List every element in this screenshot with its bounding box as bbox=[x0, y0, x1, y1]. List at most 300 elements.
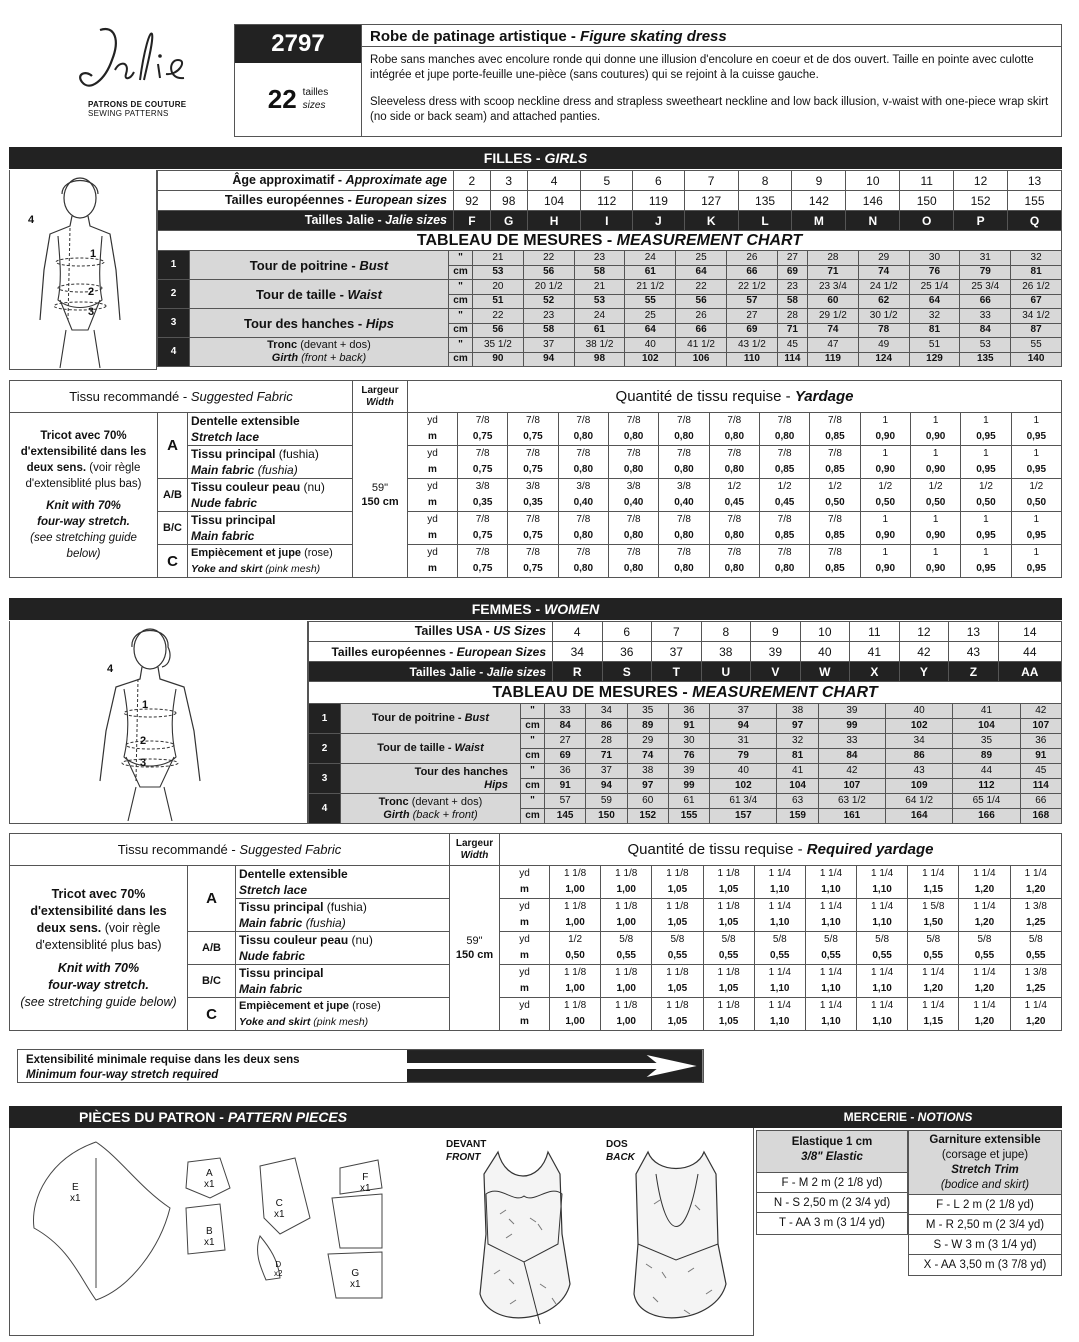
yardage-yd: 7/8 bbox=[759, 446, 809, 463]
measure-in: 35 bbox=[627, 704, 668, 719]
yardage-yd: 7/8 bbox=[709, 512, 759, 529]
measure-cm: 97 bbox=[627, 779, 668, 794]
yardage-yd: 7/8 bbox=[810, 545, 860, 562]
fabric-description: Tricot avec 70% d'extensibilité dans les deux sens. (voir règle d'extensiblité plus bas) Knit with 70% four-way stretch. (see stretching guide below) bbox=[10, 413, 158, 578]
yardage-yd: 1 1/4 bbox=[959, 866, 1010, 883]
women-us: 13 bbox=[949, 622, 999, 642]
women-us: 7 bbox=[652, 622, 702, 642]
women-us: 4 bbox=[553, 622, 603, 642]
unit-yd: yd bbox=[408, 413, 458, 430]
measure-in: 45 bbox=[777, 338, 807, 353]
women-measurement-table bbox=[308, 703, 1062, 824]
girls-age: 10 bbox=[846, 171, 900, 191]
measure-in: 59 bbox=[586, 794, 627, 809]
yardage-m: 0,80 bbox=[558, 462, 608, 479]
unit-m: m bbox=[500, 981, 550, 998]
girls-eu: 150 bbox=[900, 191, 954, 211]
measure-in: 20 bbox=[473, 280, 524, 295]
yardage-yd: 7/8 bbox=[709, 413, 759, 430]
yardage-yd: 1 bbox=[910, 446, 960, 463]
women-bar bbox=[9, 598, 1062, 620]
yardage-yd: 5/8 bbox=[805, 932, 856, 949]
fabric-name-en: Yoke and skirt (pink mesh) bbox=[188, 561, 353, 578]
fabric-name-en: Main fabric (fushia) bbox=[188, 462, 353, 479]
yardage-yd: 5/8 bbox=[601, 932, 652, 949]
measure-cm: 64 bbox=[625, 323, 676, 338]
measure-cm: 58 bbox=[777, 294, 807, 309]
yardage-yd: 5/8 bbox=[754, 932, 805, 949]
fabric-head: Tissu recommandé - Suggested Fabric bbox=[10, 381, 353, 413]
yardage-yd: 1 bbox=[1011, 413, 1061, 430]
yardage-yd: 1 1/8 bbox=[652, 998, 703, 1015]
yardage-m: 0,85 bbox=[810, 528, 860, 545]
description-fr: Robe sans manches avec encolure ronde qui donne une illusion d'encolure en coeur et de dos ouvert. Taille en pointe avec culotte intégrée et jupe porte-feuille une-pièce (sans coutures) qui se rejoint à la cuisse gauche. bbox=[370, 54, 1034, 81]
unit-m: m bbox=[408, 561, 458, 578]
measure-in: 23 bbox=[777, 280, 807, 295]
measure-cm: 86 bbox=[586, 719, 627, 734]
fabric-name-en: Main fabric bbox=[188, 528, 353, 545]
measure-cm: 52 bbox=[523, 294, 574, 309]
measure-cm: 164 bbox=[886, 809, 953, 824]
girls-eu: 112 bbox=[581, 191, 633, 211]
measure-number: 4 bbox=[158, 338, 190, 367]
measure-cm: 76 bbox=[668, 749, 709, 764]
yardage-yd: 1/2 bbox=[910, 479, 960, 496]
measure-number: 3 bbox=[309, 764, 341, 794]
measure-number: 1 bbox=[309, 704, 341, 734]
measure-in: 27 bbox=[777, 251, 807, 266]
yardage-m: 1,25 bbox=[1010, 915, 1061, 932]
measure-cm: 98 bbox=[574, 352, 625, 367]
fabric-code: A bbox=[158, 413, 188, 479]
yardage-m: 1,10 bbox=[754, 882, 805, 899]
yardage-yd: 1 1/8 bbox=[601, 866, 652, 883]
yardage-yd: 7/8 bbox=[709, 446, 759, 463]
yardage-m: 1,10 bbox=[754, 915, 805, 932]
yardage-yd: 7/8 bbox=[810, 512, 860, 529]
yardage-m: 1,20 bbox=[959, 1014, 1010, 1031]
women-jalie: X bbox=[850, 662, 900, 682]
women-figure-box bbox=[9, 621, 308, 824]
girls-eu: 92 bbox=[454, 191, 491, 211]
girls-eu: 135 bbox=[738, 191, 792, 211]
measure-cm: 74 bbox=[808, 323, 859, 338]
yardage-yd: 1 1/4 bbox=[754, 866, 805, 883]
yardage-m: 0,45 bbox=[709, 495, 759, 512]
measure-cm: 104 bbox=[953, 719, 1020, 734]
unit-cm: cm bbox=[449, 294, 473, 309]
women-jalie: U bbox=[701, 662, 751, 682]
yardage-yd: 1 1/4 bbox=[857, 866, 908, 883]
girls-figure-illustration bbox=[10, 170, 156, 368]
stretch-guide bbox=[17, 1049, 704, 1083]
fabric-head: Tissu recommandé - Suggested Fabric bbox=[10, 834, 450, 866]
unit-in: " bbox=[449, 309, 473, 324]
measure-cm: 102 bbox=[625, 352, 676, 367]
pieces-bar-fr: PIÈCES DU PATRON - bbox=[79, 1109, 228, 1125]
yardage-m: 1,00 bbox=[601, 882, 652, 899]
measure-in: 30 bbox=[668, 734, 709, 749]
measure-in: 28 bbox=[777, 309, 807, 324]
yardage-m: 0,50 bbox=[961, 495, 1011, 512]
yardage-m: 1,20 bbox=[959, 981, 1010, 998]
yardage-m: 0,75 bbox=[458, 429, 508, 446]
elastic-row: T - AA 3 m (3 1/4 yd) bbox=[779, 1217, 885, 1229]
yardage-m: 0,55 bbox=[908, 948, 959, 965]
measure-label: Tour de taille - Waist bbox=[341, 734, 521, 764]
measure-cm: 135 bbox=[960, 352, 1011, 367]
yardage-m: 1,10 bbox=[857, 882, 908, 899]
yardage-m: 0,75 bbox=[508, 561, 558, 578]
yardage-yd: 1 1/4 bbox=[1010, 866, 1061, 883]
notions-bar-en: NOTIONS bbox=[917, 1110, 973, 1124]
yardage-yd: 7/8 bbox=[810, 413, 860, 430]
girls-eu: 98 bbox=[490, 191, 527, 211]
measure-in: 22 bbox=[523, 251, 574, 266]
measure-cm: 71 bbox=[586, 749, 627, 764]
women-eu: 41 bbox=[850, 642, 900, 662]
notions-elastic bbox=[756, 1130, 908, 1235]
yardage-m: 0,80 bbox=[709, 561, 759, 578]
measure-cm: 94 bbox=[523, 352, 574, 367]
girls-jalie: I bbox=[581, 211, 633, 231]
measure-cm: 81 bbox=[1011, 265, 1062, 280]
measure-in: 27 bbox=[726, 309, 777, 324]
women-eu: 38 bbox=[701, 642, 751, 662]
title-fr: Robe de patinage artistique - bbox=[370, 28, 581, 45]
yardage-m: 0,50 bbox=[550, 948, 601, 965]
yardage-yd: 7/8 bbox=[458, 413, 508, 430]
measure-number: 2 bbox=[309, 734, 341, 764]
yardage-m: 1,15 bbox=[908, 1014, 959, 1031]
yardage-m: 0,90 bbox=[910, 462, 960, 479]
yardage-yd: 1 bbox=[1011, 446, 1061, 463]
measure-label: Tronc (devant + dos) Girth (front + back) bbox=[190, 338, 449, 367]
yardage-yd: 1 1/4 bbox=[908, 965, 959, 982]
measure-cm: 107 bbox=[818, 779, 885, 794]
measure-in: 23 3/4 bbox=[808, 280, 859, 295]
measure-in: 37 bbox=[586, 764, 627, 779]
description-box bbox=[361, 24, 1062, 137]
women-jalie: V bbox=[751, 662, 801, 682]
unit-m: m bbox=[500, 948, 550, 965]
women-us-label: Tailles USA - US Sizes bbox=[309, 622, 553, 642]
measure-in: 25 1/4 bbox=[909, 280, 960, 295]
girls-eu: 152 bbox=[954, 191, 1008, 211]
measure-in: 30 1/2 bbox=[858, 309, 909, 324]
girls-jalie: K bbox=[684, 211, 738, 231]
unit-yd: yd bbox=[500, 965, 550, 982]
measure-cm: 114 bbox=[1020, 779, 1061, 794]
yardage-m: 0,55 bbox=[652, 948, 703, 965]
measure-in: 24 bbox=[574, 309, 625, 324]
measure-in: 34 1/2 bbox=[1011, 309, 1062, 324]
fabric-name-en: Stretch lace bbox=[188, 429, 353, 446]
yardage-m: 0,50 bbox=[810, 495, 860, 512]
measure-in: 24 bbox=[625, 251, 676, 266]
yardage-m: 1,10 bbox=[754, 981, 805, 998]
unit-yd: yd bbox=[408, 512, 458, 529]
women-eu-label: Tailles européennes - European Sizes bbox=[309, 642, 553, 662]
girls-jalie: L bbox=[738, 211, 792, 231]
pattern-number: 2797 bbox=[235, 25, 361, 63]
yardage-m: 1,10 bbox=[805, 915, 856, 932]
trim-head-2: (corsage et jupe) bbox=[941, 1149, 1029, 1161]
measure-cm: 56 bbox=[473, 323, 524, 338]
women-jalie: S bbox=[602, 662, 652, 682]
yardage-m: 0,95 bbox=[961, 561, 1011, 578]
measure-in: 32 bbox=[777, 734, 818, 749]
measure-cm: 161 bbox=[818, 809, 885, 824]
yardage-m: 1,00 bbox=[550, 1014, 601, 1031]
pattern-pieces-diagram bbox=[10, 1128, 430, 1333]
girls-eu: 104 bbox=[527, 191, 581, 211]
yardage-yd: 7/8 bbox=[810, 446, 860, 463]
unit-in: " bbox=[521, 734, 545, 749]
measure-in: 40 bbox=[625, 338, 676, 353]
women-fabric-table bbox=[9, 833, 1062, 1031]
yardage-yd: 7/8 bbox=[608, 545, 658, 562]
measure-in: 33 bbox=[818, 734, 885, 749]
yardage-yd: 1 1/8 bbox=[601, 965, 652, 982]
measure-cm: 166 bbox=[953, 809, 1020, 824]
yardage-m: 1,00 bbox=[550, 981, 601, 998]
yardage-m: 1,20 bbox=[1010, 882, 1061, 899]
jalie-logo-mark bbox=[60, 20, 210, 100]
yardage-m: 0,80 bbox=[608, 528, 658, 545]
yardage-yd: 7/8 bbox=[558, 512, 608, 529]
measure-in: 21 bbox=[473, 251, 524, 266]
measure-cm: 61 bbox=[625, 265, 676, 280]
fabric-code: A/B bbox=[158, 479, 188, 512]
measure-in: 20 1/2 bbox=[523, 280, 574, 295]
yardage-m: 0,50 bbox=[910, 495, 960, 512]
measure-in: 61 3/4 bbox=[710, 794, 777, 809]
girls-eu: 127 bbox=[684, 191, 738, 211]
measure-label: Tour de poitrine - Bust bbox=[190, 251, 449, 280]
measure-in: 38 1/2 bbox=[574, 338, 625, 353]
girls-bar-en: GIRLS bbox=[544, 150, 588, 166]
girls-jalie-label: Tailles Jalie - Jalie sizes bbox=[158, 211, 454, 231]
measure-cm: 91 bbox=[1020, 749, 1061, 764]
yardage-m: 0,85 bbox=[810, 462, 860, 479]
unit-in: " bbox=[521, 764, 545, 779]
girls-jalie: O bbox=[900, 211, 954, 231]
measure-cm: 129 bbox=[909, 352, 960, 367]
yardage-yd: 1 1/4 bbox=[805, 998, 856, 1015]
yardage-m: 1,05 bbox=[652, 882, 703, 899]
women-fig-label-2: 2 bbox=[140, 735, 147, 747]
yardage-m: 0,90 bbox=[860, 462, 910, 479]
girls-age: 7 bbox=[684, 171, 738, 191]
yardage-yd: 7/8 bbox=[508, 446, 558, 463]
back-label: DOS BACK bbox=[606, 1139, 635, 1163]
yardage-yd: 1 bbox=[910, 512, 960, 529]
yardage-m: 1,25 bbox=[1010, 981, 1061, 998]
yardage-m: 0,80 bbox=[558, 561, 608, 578]
measure-in: 51 bbox=[909, 338, 960, 353]
measure-cm: 66 bbox=[726, 265, 777, 280]
yardage-m: 0,75 bbox=[508, 528, 558, 545]
measure-label: Tour des hanches Hips bbox=[341, 764, 521, 794]
girls-bar-fr: FILLES - bbox=[483, 150, 545, 166]
yardage-yd: 7/8 bbox=[608, 512, 658, 529]
yardage-m: 1,00 bbox=[601, 915, 652, 932]
yardage-m: 1,20 bbox=[1010, 1014, 1061, 1031]
yardage-m: 0,75 bbox=[508, 429, 558, 446]
yardage-yd: 1 1/4 bbox=[857, 899, 908, 916]
measure-cm: 97 bbox=[777, 719, 818, 734]
yardage-yd: 1/2 bbox=[961, 479, 1011, 496]
yardage-m: 1,00 bbox=[601, 981, 652, 998]
yardage-yd: 5/8 bbox=[959, 932, 1010, 949]
girls-eu: 146 bbox=[846, 191, 900, 211]
piece-a: A x1 bbox=[204, 1168, 215, 1190]
fabric-name-fr: Tissu principal (fushia) bbox=[236, 899, 450, 916]
piece-e: E x1 bbox=[70, 1182, 81, 1204]
unit-yd: yd bbox=[408, 545, 458, 562]
girls-age: 5 bbox=[581, 171, 633, 191]
yardage-yd: 1 bbox=[860, 512, 910, 529]
measure-in: 22 1/2 bbox=[726, 280, 777, 295]
pieces-bar-en: PATTERN PIECES bbox=[227, 1109, 348, 1125]
yardage-yd: 1 1/8 bbox=[652, 866, 703, 883]
measure-in: 25 3/4 bbox=[960, 280, 1011, 295]
yardage-yd: 1 1/4 bbox=[805, 899, 856, 916]
yardage-yd: 3/8 bbox=[458, 479, 508, 496]
fabric-code: A/B bbox=[188, 932, 236, 965]
women-jalie: AA bbox=[998, 662, 1061, 682]
measure-in: 39 bbox=[818, 704, 885, 719]
measure-in: 49 bbox=[858, 338, 909, 353]
measure-cm: 102 bbox=[710, 779, 777, 794]
measure-cm: 106 bbox=[676, 352, 727, 367]
girls-jalie: M bbox=[792, 211, 846, 231]
yardage-yd: 7/8 bbox=[659, 545, 709, 562]
women-us: 12 bbox=[899, 622, 949, 642]
fabric-name-en: Nude fabric bbox=[188, 495, 353, 512]
yardage-yd: 1 1/4 bbox=[857, 965, 908, 982]
unit-yd: yd bbox=[500, 932, 550, 949]
girls-fig-label-4: 4 bbox=[28, 214, 35, 226]
girls-age: 4 bbox=[527, 171, 581, 191]
unit-cm: cm bbox=[521, 749, 545, 764]
yardage-yd: 1 1/4 bbox=[805, 866, 856, 883]
measure-in: 25 bbox=[625, 309, 676, 324]
yardage-m: 0,85 bbox=[759, 462, 809, 479]
measure-cm: 107 bbox=[1020, 719, 1061, 734]
unit-cm: cm bbox=[521, 809, 545, 824]
measure-in: 36 bbox=[545, 764, 586, 779]
yardage-yd: 1 1/8 bbox=[550, 866, 601, 883]
pieces-box bbox=[9, 1128, 754, 1336]
unit-m: m bbox=[500, 915, 550, 932]
stretch-arrow-icon bbox=[407, 1050, 703, 1082]
women-eu: 36 bbox=[602, 642, 652, 662]
stretch-fr: Extensibilité minimale requise dans les deux sens bbox=[26, 1054, 300, 1066]
measure-cm: 94 bbox=[710, 719, 777, 734]
measure-in: 37 bbox=[710, 704, 777, 719]
fabric-width: 59" 150 cm bbox=[450, 866, 500, 1031]
yardage-m: 1,10 bbox=[857, 1014, 908, 1031]
fabric-name-en: Yoke and skirt (pink mesh) bbox=[236, 1014, 450, 1031]
yardage-yd: 3/8 bbox=[659, 479, 709, 496]
measure-cm: 74 bbox=[627, 749, 668, 764]
yardage-m: 0,90 bbox=[910, 561, 960, 578]
girls-age: 2 bbox=[454, 171, 491, 191]
yardage-yd: 1 5/8 bbox=[908, 899, 959, 916]
yardage-m: 0,55 bbox=[703, 948, 754, 965]
measure-in: 22 bbox=[676, 280, 727, 295]
dress-illustration bbox=[470, 1134, 750, 1334]
measure-cm: 67 bbox=[1011, 294, 1062, 309]
measure-label: Tronc (devant + dos) Girth (back + front) bbox=[341, 794, 521, 824]
measure-in: 32 bbox=[909, 309, 960, 324]
yardage-yd: 1 1/4 bbox=[959, 998, 1010, 1015]
unit-in: " bbox=[521, 794, 545, 809]
measure-in: 41 bbox=[953, 704, 1020, 719]
measure-in: 44 bbox=[953, 764, 1020, 779]
yardage-yd: 1 1/4 bbox=[1010, 998, 1061, 1015]
measure-in: 29 bbox=[858, 251, 909, 266]
yardage-m: 0,55 bbox=[857, 948, 908, 965]
yardage-yd: 7/8 bbox=[558, 413, 608, 430]
measure-in: 42 bbox=[1020, 704, 1061, 719]
girls-sizes-table bbox=[157, 170, 1062, 251]
trim-head-4: (bodice and skirt) bbox=[940, 1179, 1030, 1191]
girls-eu: 142 bbox=[792, 191, 846, 211]
measure-cm: 89 bbox=[627, 719, 668, 734]
measure-in: 39 bbox=[668, 764, 709, 779]
notions-bar bbox=[754, 1106, 1062, 1128]
fabric-name-en: Main fabric bbox=[236, 981, 450, 998]
girls-fig-label-3: 3 bbox=[88, 306, 95, 318]
yardage-m: 0,90 bbox=[910, 429, 960, 446]
girls-fabric-table bbox=[9, 380, 1062, 578]
yardage-yd: 5/8 bbox=[857, 932, 908, 949]
yardage-m: 0,85 bbox=[810, 429, 860, 446]
yardage-yd: 1/2 bbox=[550, 932, 601, 949]
yardage-yd: 1 1/4 bbox=[754, 998, 805, 1015]
measure-in: 32 bbox=[1011, 251, 1062, 266]
measure-in: 41 1/2 bbox=[676, 338, 727, 353]
yardage-yd: 3/8 bbox=[558, 479, 608, 496]
yardage-yd: 1 bbox=[961, 413, 1011, 430]
fabric-code: C bbox=[158, 545, 188, 578]
measure-cm: 66 bbox=[676, 323, 727, 338]
fabric-description: Tricot avec 70% d'extensibilité dans les deux sens. (voir règle d'extensiblité plus bas) Knit with 70% four-way stretch. (see stretching guide below) bbox=[10, 866, 188, 1031]
measure-in: 23 bbox=[523, 309, 574, 324]
measure-cm: 61 bbox=[574, 323, 625, 338]
measure-cm: 64 bbox=[909, 294, 960, 309]
unit-m: m bbox=[500, 882, 550, 899]
women-eu: 39 bbox=[751, 642, 801, 662]
yardage-m: 1,05 bbox=[652, 981, 703, 998]
measure-in: 29 bbox=[627, 734, 668, 749]
girls-jalie: Q bbox=[1008, 211, 1062, 231]
yardage-m: 0,40 bbox=[608, 495, 658, 512]
yardage-m: 0,95 bbox=[1011, 462, 1061, 479]
measure-in: 28 bbox=[808, 251, 859, 266]
measure-in: 63 1/2 bbox=[818, 794, 885, 809]
measure-in: 26 bbox=[726, 251, 777, 266]
trim-row: S - W 3 m (3 1/4 yd) bbox=[909, 1235, 1061, 1255]
yardage-yd: 1 1/4 bbox=[959, 965, 1010, 982]
unit-cm: cm bbox=[521, 779, 545, 794]
yardage-m: 0,80 bbox=[709, 528, 759, 545]
yardage-yd: 1 1/8 bbox=[550, 965, 601, 982]
measure-cm: 79 bbox=[710, 749, 777, 764]
